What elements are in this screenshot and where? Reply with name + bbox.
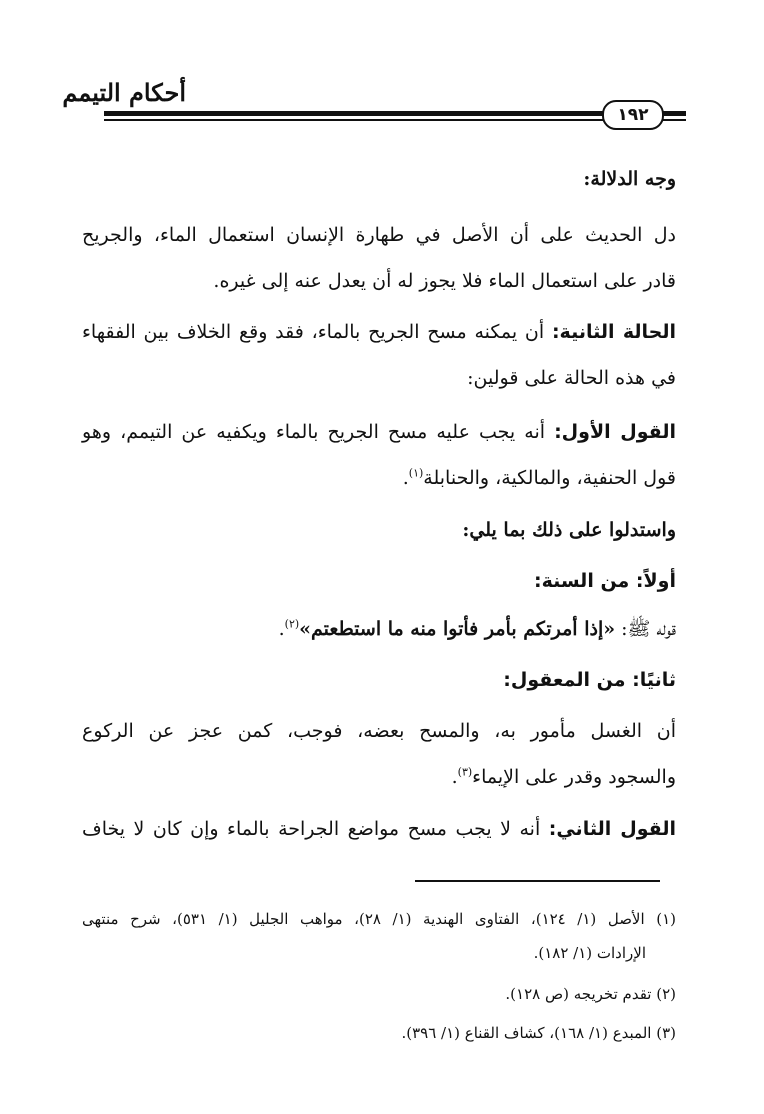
footnote-3: (٣) المبدع (١/ ١٦٨)، كشاف القناع (١/ ٣٩٦). [401, 1024, 676, 1042]
hadith-lead: قوله ﷺ: [615, 618, 676, 640]
evidence-intro: واستدلوا على ذلك بما يلي: [462, 519, 676, 541]
paragraph-4-line-2-text: والسجود وقدر على الإيماء [472, 766, 676, 788]
footnote-2: (٢) تقدم تخريجه (ص ١٢٨). [505, 985, 676, 1003]
footnote-1-line-2: الإرادات (١/ ١٨٢). [533, 944, 646, 962]
header-rule-thick [104, 111, 686, 116]
footnote-separator [415, 880, 660, 882]
paragraph-3-line-2 [403, 464, 676, 492]
footnote-1-line-1: (١) الأصل (١/ ١٢٤)، الفتاوى الهندية (١/ ٢٨)، مواهب الجليل (١/ ٥٣١)، شرح منتهى [82, 910, 676, 928]
first-opinion-label: القول الأول: [554, 421, 676, 443]
paragraph-5-line-1-text: أنه لا يجب مسح مواضع الجراحة بالماء وإن كان لا يخاف [82, 818, 549, 840]
paragraph-4-line-2-end: . [451, 766, 458, 788]
hadith-quote: «إذا أمرتكم بأمر فأتوا منه ما استطعتم» [299, 618, 616, 640]
paragraph-2-line-1 [82, 318, 676, 346]
footnote-ref-2[interactable]: (٢) [284, 617, 300, 631]
footnote-ref-1[interactable]: (١) [408, 466, 424, 480]
paragraph-3-line-2-text: قول الحنفية، والمالكية، والحنابلة [423, 467, 676, 489]
paragraph-4-line-2 [452, 763, 676, 791]
paragraph-3-line-2-end: . [402, 467, 409, 489]
case-two-label: الحالة الثانية: [551, 321, 676, 343]
paragraph-4-line-1: أن الغسل مأمور به، والمسح بعضه، فوجب، كمن عجز عن الركوع [82, 720, 676, 742]
running-header-title: أحكام التيمم [62, 78, 186, 107]
paragraph-5-line-1 [82, 815, 676, 843]
reason-heading: ثانيًا: من المعقول: [503, 669, 676, 691]
paragraph-2-line-1-text: أن يمكنه مسح الجريح بالماء، فقد وقع الخلاف بين الفقهاء [82, 321, 552, 343]
header-rule-thin [104, 119, 686, 121]
paragraph-1-line-2: قادر على استعمال الماء فلا يجوز له أن يعدل عنه إلى غيره. [213, 270, 676, 292]
hadith-end: . [278, 618, 285, 640]
section-heading: وجه الدلالة: [583, 168, 676, 190]
paragraph-3-line-1-text: أنه يجب عليه مسح الجريح بالماء ويكفيه عن التيمم، وهو [82, 421, 555, 443]
footnote-ref-3[interactable]: (٣) [457, 765, 473, 779]
paragraph-3-line-1 [82, 418, 676, 446]
second-opinion-label: القول الثاني: [548, 818, 677, 840]
page-number-badge: ١٩٢ [602, 100, 664, 130]
hadith-line [279, 615, 676, 643]
paragraph-1-line-1: دل الحديث على أن الأصل في طهارة الإنسان استعمال الماء، والجريح [82, 224, 676, 246]
sunnah-heading: أولاً: من السنة: [533, 570, 676, 592]
paragraph-2-line-2: في هذه الحالة على قولين: [467, 367, 676, 389]
